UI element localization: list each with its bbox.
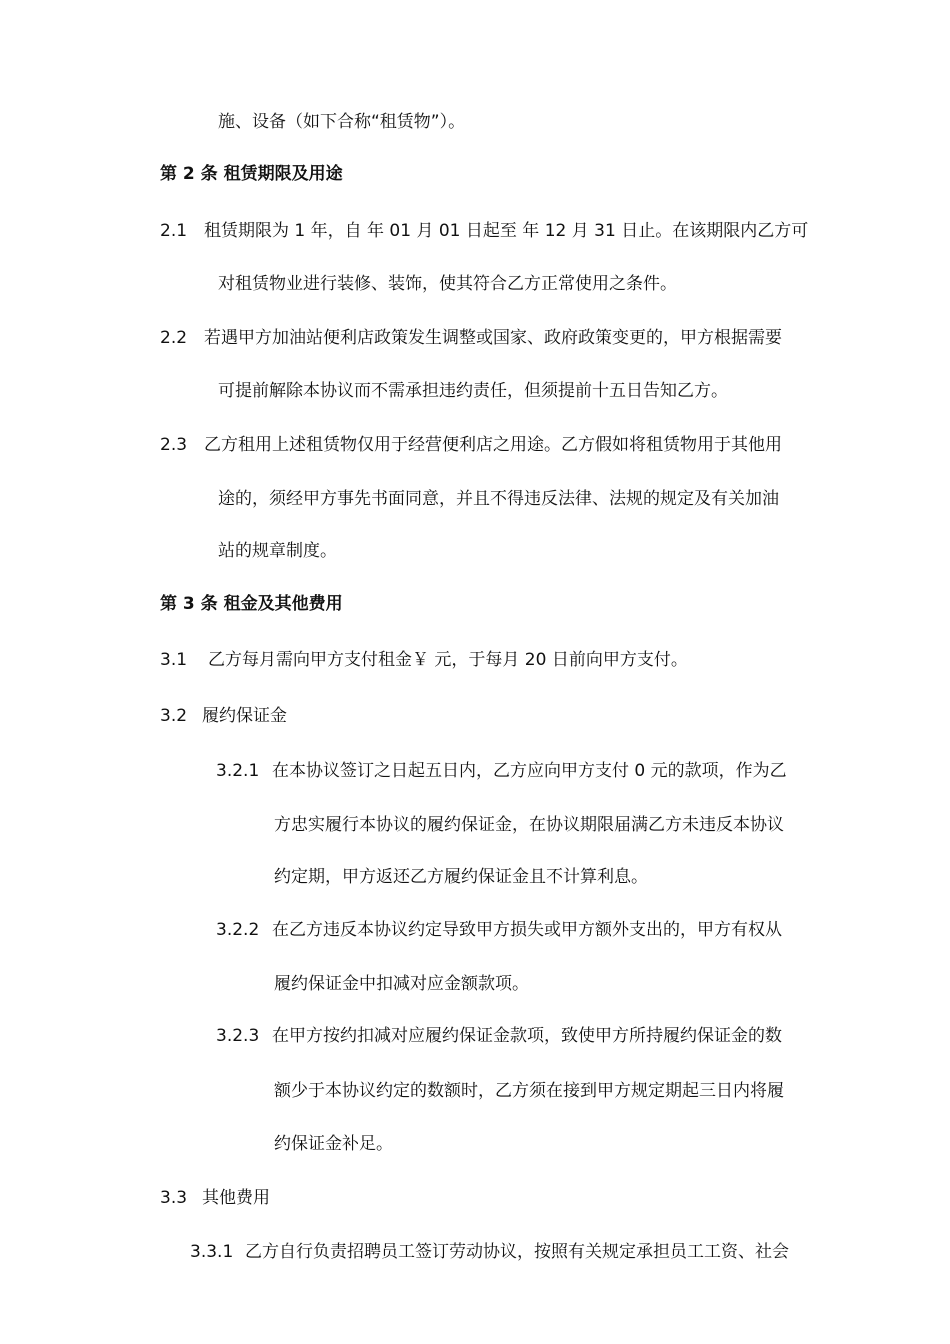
clause-text-line: 乙方租用上述租赁物仅用于经营便利店之用途。乙方假如将租赁物用于其他用 — [204, 435, 782, 455]
clause-text-line: 额少于本协议约定的数额时，乙方须在接到甲方规定期起三日内将履 — [274, 1081, 784, 1101]
clause-number: 3.3 — [160, 1188, 188, 1208]
clause-text-line: 乙方自行负责招聘员工签订劳动协议，按照有关规定承担员工工资、社会 — [245, 1242, 789, 1262]
clause-text-line: 在乙方违反本协议约定导致甲方损失或甲方额外支出的，甲方有权从 — [272, 920, 782, 940]
subclause-number: 3.2.2 — [216, 920, 260, 940]
clause-text-line: 租赁期限为 1 年，自 年 01 月 01 日起至 年 12 月 31 日止。在该期限内乙方可 — [204, 221, 809, 241]
clause-text-line: 在甲方按约扣减对应履约保证金款项，致使甲方所持履约保证金的数 — [272, 1026, 782, 1046]
clause-text-line: 可提前解除本协议而不需承担违约责任，但须提前十五日告知乙方。 — [218, 381, 728, 401]
clause-number: 2.1 — [160, 221, 188, 241]
clause-text-line: 约定期，甲方返还乙方履约保证金且不计算利息。 — [274, 867, 648, 887]
clause-text-line: 站的规章制度。 — [218, 541, 337, 561]
clause-text-line: 其他费用 — [202, 1188, 270, 1208]
clause-text-line: 履约保证金中扣减对应金额款项。 — [274, 974, 529, 994]
clause-text-line: 途的，须经甲方事先书面同意，并且不得违反法律、法规的规定及有关加油 — [218, 489, 779, 509]
continuation-text: 施、设备（如下合称“租赁物”）。 — [218, 112, 466, 132]
clause-text-line: 履约保证金 — [202, 706, 287, 726]
clause-text-line: 乙方每月需向甲方支付租金￥ 元，于每月 20 日前向甲方支付。 — [208, 650, 688, 670]
clause-text-line: 若遇甲方加油站便利店政策发生调整或国家、政府政策变更的，甲方根据需要 — [204, 328, 782, 348]
subclause-number: 3.2.3 — [216, 1026, 260, 1046]
clause-number: 3.1 — [160, 650, 188, 670]
clause-text-line: 在本协议签订之日起五日内，乙方应向甲方支付 0 元的款项，作为乙 — [272, 761, 787, 781]
clause-number: 2.3 — [160, 435, 188, 455]
clause-number: 2.2 — [160, 328, 188, 348]
subclause-number: 3.2.1 — [216, 761, 260, 781]
clause-number: 3.2 — [160, 706, 188, 726]
section-heading-3: 第 3 条 租金及其他费用 — [160, 594, 343, 614]
section-heading-2: 第 2 条 租赁期限及用途 — [160, 164, 343, 184]
subclause-number: 3.3.1 — [190, 1242, 234, 1262]
clause-text-line: 对租赁物业进行装修、装饰，使其符合乙方正常使用之条件。 — [218, 274, 677, 294]
clause-text-line: 方忠实履行本协议的履约保证金，在协议期限届满乙方未违反本协议 — [274, 815, 784, 835]
clause-text-line: 约保证金补足。 — [274, 1134, 393, 1154]
